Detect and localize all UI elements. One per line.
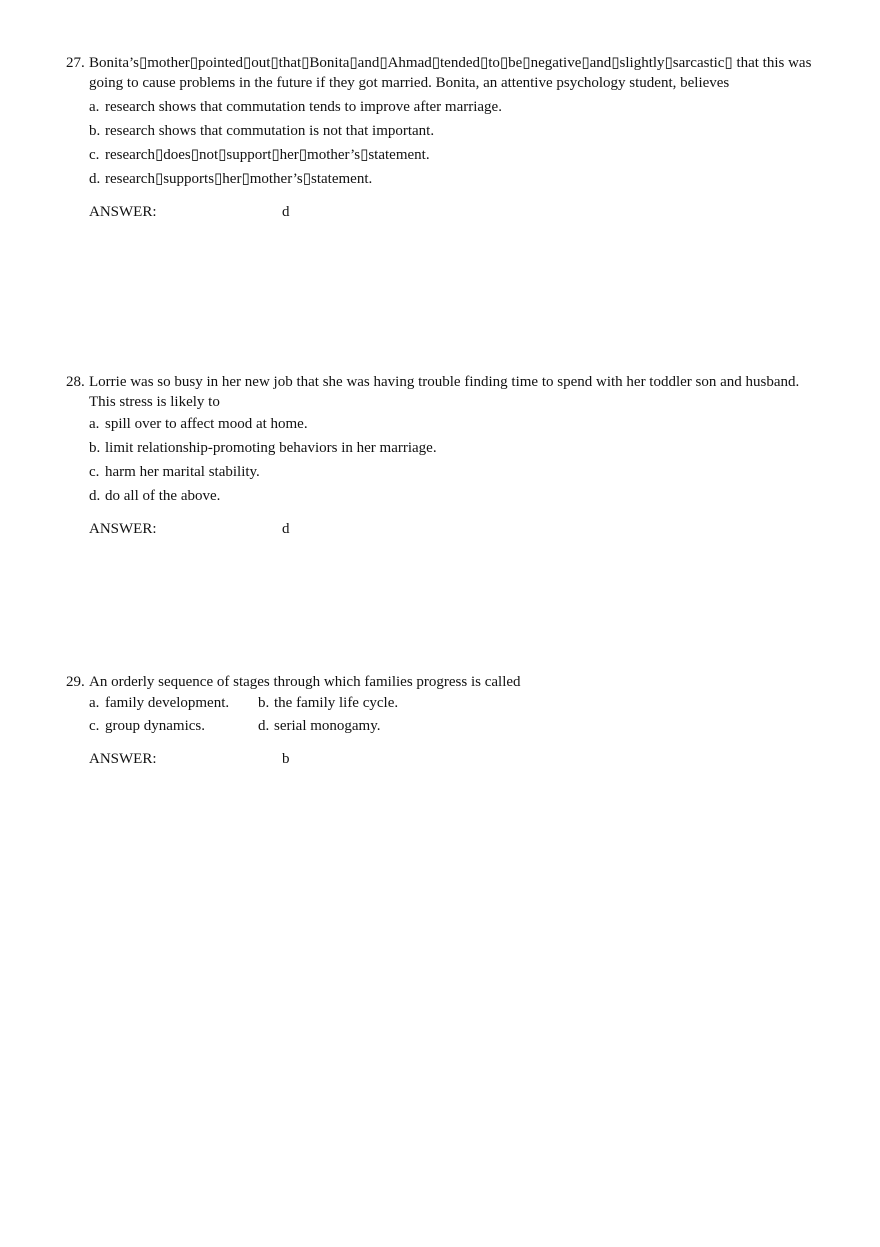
option-a: a. family development. — [89, 695, 230, 711]
question-text: Bonita’s▯mother▯pointed▯out▯that▯Bonita▯and▯Ahmad▯tended▯to▯be▯negative▯and▯slightly▯sarcastic▯ that this was going to cause problems in the future if they got married. Bonita, an attentive psychology student, believes — [89, 55, 812, 91]
question-number: 29. — [66, 674, 85, 690]
option-b: b. limit relationship-promoting behaviors in her marriage. — [89, 440, 437, 456]
option-c: c. group dynamics. — [89, 718, 205, 734]
answer-label: ANSWER: — [89, 521, 157, 537]
option-a: a. research shows that commutation tends to improve after marriage. — [89, 99, 502, 115]
question-stem — [66, 372, 828, 412]
question-number: 27. — [66, 55, 85, 71]
options-grid — [66, 692, 828, 738]
option-a: a. spill over to affect mood at home. — [89, 416, 308, 432]
answer-label: ANSWER: — [89, 204, 157, 220]
question-stem — [66, 672, 828, 692]
answer-line — [66, 201, 828, 223]
option-d: d. research▯supports▯her▯mother’s▯statement. — [89, 171, 373, 187]
option-d: d. do all of the above. — [89, 488, 221, 504]
answer-label: ANSWER: — [89, 751, 157, 767]
answer-value: d — [282, 521, 290, 537]
question-number: 28. — [66, 374, 85, 390]
question-text: Lorrie was so busy in her new job that she was having trouble finding time to spend with her toddler son and husband. This stress is likely to — [89, 374, 800, 410]
option-c: c. research▯does▯not▯support▯her▯mother’s▯statement. — [89, 147, 430, 163]
question-27 — [66, 53, 828, 223]
answer-value: b — [282, 751, 290, 767]
answer-line — [66, 518, 828, 540]
option-b: b. research shows that commutation is not that important. — [89, 123, 435, 139]
option-b: b. the family life cycle. — [258, 695, 399, 711]
option-c: c. harm her marital stability. — [89, 464, 260, 480]
question-29 — [66, 672, 828, 770]
question-28 — [66, 372, 828, 540]
answer-line — [66, 748, 828, 770]
option-d: d. serial monogamy. — [258, 718, 381, 734]
question-stem — [66, 53, 828, 93]
answer-value: d — [282, 204, 290, 220]
question-text: An orderly sequence of stages through which families progress is called — [89, 674, 521, 690]
